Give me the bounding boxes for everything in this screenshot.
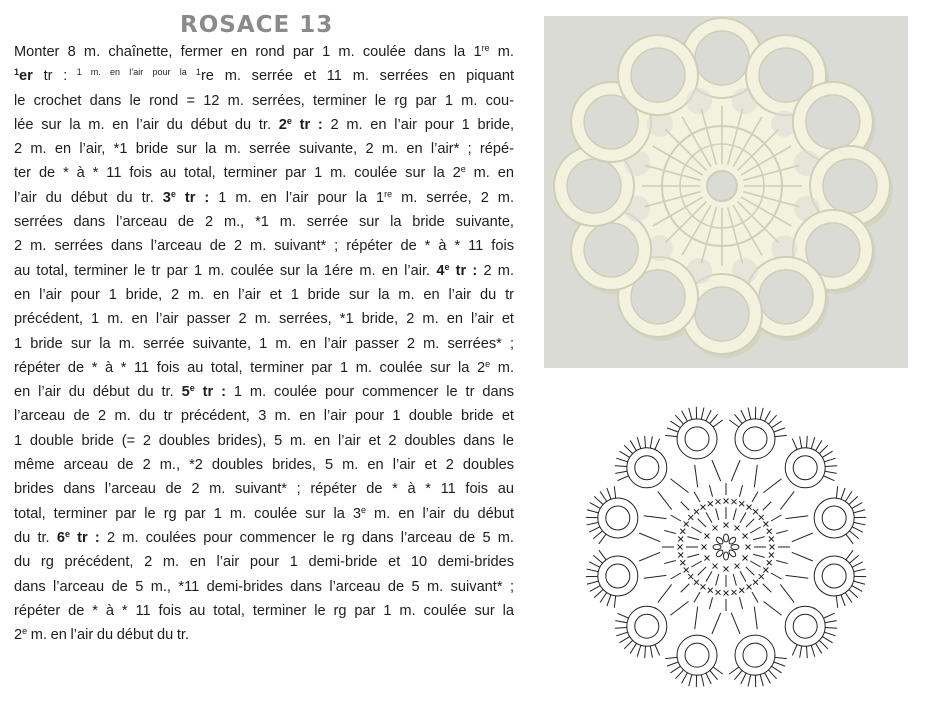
text-fragment: 2 m. serrées dans l’arceau de 2 m. suivant* ; répéter de * à * 11 fois [14,238,514,255]
instruction-line [14,89,514,113]
text-fragment: m. en [465,165,514,182]
instruction-line [14,575,514,599]
round-label: tr : [194,384,226,401]
rosette-photo [544,16,908,368]
instruction-line [14,64,514,88]
text-fragment: tr : [32,68,68,85]
text-fragment: serrées dans l’arceau de 2 m., *1 m. serrée sur la bride suivante, [14,214,514,231]
text-fragment: 1 m. coulée pour commencer le tr dans [225,384,514,401]
superscript: e [444,261,450,272]
instruction-line [14,356,514,380]
superscript: e [64,528,70,539]
text-fragment: re [200,68,214,85]
instruction-line [14,113,514,137]
text-fragment: précédent, 1 m. en l’air passer 2 m. serrées, *1 bride, 2 m. en l’air et [14,311,514,328]
text-fragment: m. serrée et 11 m. serrées en piquant [213,68,515,85]
instruction-line [14,404,514,428]
text-fragment: 1 double bride (= 2 doubles brides), 5 m. en l’air et 2 doubles dans le [14,432,514,449]
rosette-yarn [554,18,893,358]
text-fragment: m. serrée, 2 m. [392,189,515,206]
round-label: 3 [162,189,171,206]
instruction-line [14,453,514,477]
superscript: 1 m. en l’air pour la 1 [67,67,201,78]
text-fragment: dans l’arceau de 5 m., *11 demi-brides dans l’arceau de 5 m. suivant* ; [14,578,514,595]
text-fragment: m. [489,44,514,60]
round-label: tr : [449,262,478,279]
superscript: e [286,115,292,126]
instruction-line [14,599,514,623]
instruction-line [14,307,514,331]
round-label: tr : [291,116,323,133]
text-fragment: Monter 8 m. chaînette, fermer en rond par 1 m. coulée dans la 1 [14,44,482,60]
round-label: tr : [175,189,210,206]
text-fragment: au total, terminer le tr par 1 m. coulée sur la 1ére m. en l’air. [14,262,437,279]
round-label: 4 [436,262,445,279]
instruction-line [14,186,514,210]
text-fragment: m. en l’air du début [366,505,514,522]
instruction-line [14,234,514,258]
pattern-instructions [14,40,514,647]
round-label: tr : [69,529,100,546]
superscript: e [360,504,366,515]
pattern-title: ROSACE 13 [180,12,334,38]
superscript: re [481,43,490,53]
text-fragment: répéter de * à * 11 fois au total, terminer le rg par 1 m. coulée sur la [14,602,514,619]
crochet-diagram [540,398,912,696]
text-fragment: l’air du début du tr. [14,189,163,206]
text-fragment: m. en l’air du début du tr. [27,627,190,644]
text-fragment: 2 m. en l’air, *1 bride sur la m. serrée suivante, 2 m. en l’air* ; répé- [14,141,514,158]
text-fragment: brides dans l’arceau de 2 m. suivant* ; répéter de * à * 11 fois au [14,481,514,498]
superscript: 1 [14,67,20,78]
text-fragment: même arceau de 2 m., *2 doubles brides, 5 m. en l’air et 2 doubles [14,457,514,474]
instruction-line [14,429,514,453]
text-fragment: lée sur la m. en l’air du début du tr. [14,116,279,133]
round-label: 2 [278,116,287,133]
superscript: e [485,358,491,369]
instruction-line [14,502,514,526]
superscript: re [384,188,393,199]
superscript: e [460,164,466,175]
instruction-line [14,477,514,501]
text-fragment: du tr. [14,529,57,546]
round-label: 5 [181,384,190,401]
instruction-line [14,137,514,161]
text-fragment: du rg précédent, 2 m. en l’air pour 1 demi-bride et 10 demi-brides [14,554,514,571]
rosette-image [544,16,908,368]
instruction-line [14,40,514,64]
instruction-line [14,210,514,234]
text-fragment: total, terminer par le rg par 1 m. coulée sur la 3 [14,505,361,522]
superscript: e [170,188,176,199]
instruction-line [14,623,514,647]
text-fragment: 2 m. en l’air pour 1 bride, [322,116,514,133]
text-fragment: 2 m. [477,262,515,279]
instruction-line [14,526,514,550]
text-fragment: 2 [14,627,23,644]
instruction-line [14,380,514,404]
text-fragment: m. [490,359,514,376]
text-fragment: le crochet dans le rond = 12 m. serrées, terminer le rg par 1 m. cou- [14,92,514,109]
text-fragment: 2 m. coulées pour commencer le rg dans l’arceau de 5 m. [99,529,514,546]
instruction-line [14,161,514,185]
text-fragment: 1 bride sur la m. serrée suivante, 1 m. en l’air passer 2 m. serrées* ; [14,335,514,352]
text-fragment: en l’air du début du tr. [14,384,182,401]
instruction-line [14,283,514,307]
text-fragment: l’arceau de 2 m. du tr précédent, 3 m. en l’air pour 1 double bride et [14,408,514,425]
instruction-line [14,259,514,283]
crochet-chart [540,398,912,696]
chart-symbols [586,407,866,687]
text-fragment: répéter de * à * 11 fois au total, terminer par 1 m. coulée sur la 2 [14,359,486,376]
instruction-line [14,332,514,356]
text-fragment: 1 m. en l’air pour la 1 [209,189,385,206]
instruction-line [14,550,514,574]
text-fragment: en l’air pour 1 bride, 2 m. en l’air et 1 bride sur la m. en l’air du tr [14,286,514,303]
text-fragment: ter de * à * 11 fois au total, terminer par 1 m. coulée sur la 2 [14,165,461,182]
round-label: 6 [56,529,65,546]
superscript: e [22,626,28,637]
superscript: e [189,383,195,394]
round-label: er [19,68,33,85]
